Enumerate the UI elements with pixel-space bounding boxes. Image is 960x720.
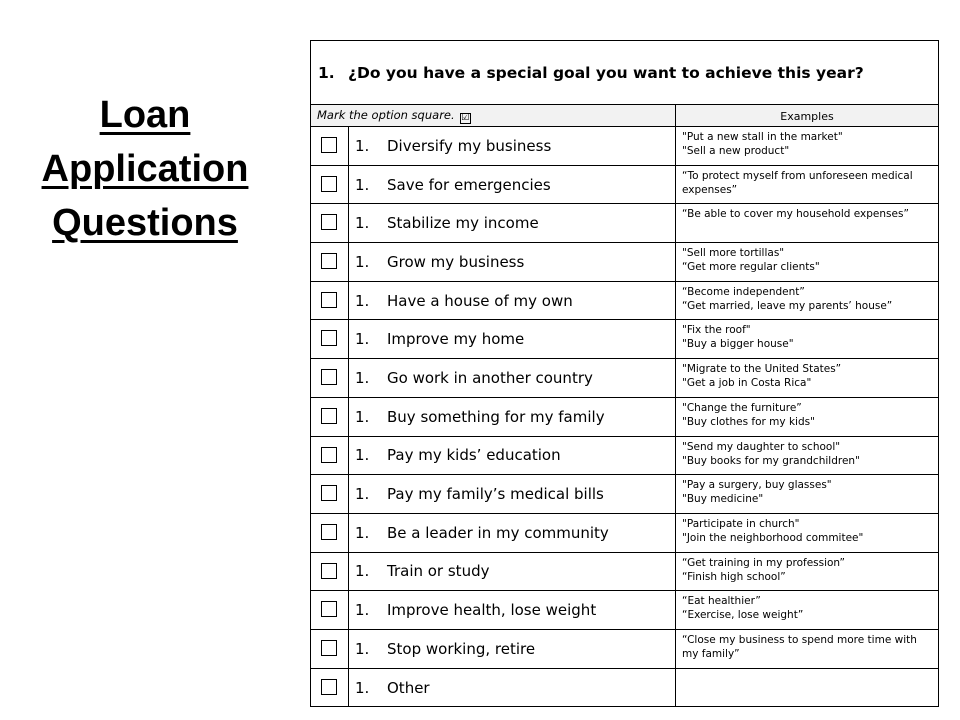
example-text: "Participate in church" xyxy=(682,517,800,530)
examples-cell xyxy=(675,359,938,397)
example-text: “Become independent” xyxy=(682,285,805,298)
checkbox-cell xyxy=(311,320,349,358)
option-label: Be a leader in my community xyxy=(387,523,609,542)
option-checkbox[interactable] xyxy=(321,330,337,346)
option-label: Diversify my business xyxy=(387,136,552,155)
example-text: "Buy books for my grandchildren" xyxy=(682,454,860,467)
option-row xyxy=(311,475,938,514)
option-label: Have a house of my own xyxy=(387,291,573,310)
option-number: 1. xyxy=(355,601,370,620)
example-text: "Pay a surgery, buy glasses" xyxy=(682,479,832,492)
option-label: Go work in another country xyxy=(387,368,593,387)
option-checkbox[interactable] xyxy=(321,485,337,501)
option-row xyxy=(311,514,938,553)
question-row xyxy=(311,41,938,105)
example-text: “Finish high school” xyxy=(682,570,786,583)
examples-cell xyxy=(675,591,938,629)
option-checkbox[interactable] xyxy=(321,640,337,656)
option-number: 1. xyxy=(355,678,370,697)
example-text: “Get married, leave my parents’ house” xyxy=(682,299,893,312)
example-text: "Fix the roof" xyxy=(682,324,751,337)
examples-cell xyxy=(675,127,938,165)
option-checkbox[interactable] xyxy=(321,601,337,617)
option-cell xyxy=(349,243,675,281)
option-number: 1. xyxy=(355,291,370,310)
option-row xyxy=(311,320,938,359)
example-text: “Close my business to spend more time with my family” xyxy=(682,633,917,660)
option-cell xyxy=(349,359,675,397)
example-text: “To protect myself from unforeseen medical expenses” xyxy=(682,169,913,196)
option-label: Other xyxy=(387,678,430,697)
option-number: 1. xyxy=(355,368,370,387)
option-label: Pay my kids’ education xyxy=(387,446,561,465)
option-row xyxy=(311,437,938,476)
option-row xyxy=(311,398,938,437)
examples-cell xyxy=(675,514,938,552)
examples-cell xyxy=(675,630,938,668)
examples-cell xyxy=(675,669,938,708)
option-row xyxy=(311,630,938,669)
example-text: “Get more regular clients" xyxy=(682,261,820,274)
page-title xyxy=(20,88,270,250)
checkbox-cell xyxy=(311,243,349,281)
checkbox-cell xyxy=(311,437,349,475)
examples-cell xyxy=(675,398,938,436)
examples-cell xyxy=(675,282,938,320)
option-checkbox[interactable] xyxy=(321,253,337,269)
examples-cell xyxy=(675,475,938,513)
option-checkbox[interactable] xyxy=(321,369,337,385)
page-title-line: Application xyxy=(41,148,249,190)
option-cell xyxy=(349,475,675,513)
checkbox-cell xyxy=(311,553,349,591)
checkbox-cell xyxy=(311,398,349,436)
option-checkbox[interactable] xyxy=(321,563,337,579)
checkbox-cell xyxy=(311,127,349,165)
page-title-line: Loan xyxy=(99,94,191,136)
option-number: 1. xyxy=(355,639,370,658)
option-label: Improve health, lose weight xyxy=(387,601,597,620)
option-cell xyxy=(349,398,675,436)
option-cell xyxy=(349,166,675,204)
option-checkbox[interactable] xyxy=(321,679,337,695)
option-checkbox[interactable] xyxy=(321,524,337,540)
option-cell xyxy=(349,127,675,165)
examples-cell xyxy=(675,166,938,204)
option-checkbox[interactable] xyxy=(321,137,337,153)
example-text: "Sell more tortillas" xyxy=(682,247,785,260)
option-label: Grow my business xyxy=(387,252,525,271)
example-text: "Migrate to the United States” xyxy=(682,363,842,376)
option-number: 1. xyxy=(355,485,370,504)
option-cell xyxy=(349,514,675,552)
option-row xyxy=(311,359,938,398)
option-number: 1. xyxy=(355,562,370,581)
option-number: 1. xyxy=(355,214,370,233)
option-cell xyxy=(349,204,675,242)
example-text: "Buy a bigger house" xyxy=(682,338,794,351)
option-cell xyxy=(349,630,675,668)
instruction-text: Mark the option square. xyxy=(317,108,455,122)
option-rows xyxy=(311,127,938,707)
example-text: "Change the furniture” xyxy=(682,401,802,414)
option-row xyxy=(311,166,938,205)
example-text: “Be able to cover my household expenses” xyxy=(682,208,909,221)
option-row xyxy=(311,591,938,630)
option-cell xyxy=(349,669,675,708)
option-row xyxy=(311,669,938,708)
option-label: Save for emergencies xyxy=(387,175,551,194)
checkbox-cell xyxy=(311,282,349,320)
checkbox-cell xyxy=(311,514,349,552)
question-text: ¿Do you have a special goal you want to achieve this year? xyxy=(348,63,864,82)
option-checkbox[interactable] xyxy=(321,292,337,308)
examples-cell xyxy=(675,204,938,242)
example-text: “Get training in my profession” xyxy=(682,556,845,569)
option-row xyxy=(311,282,938,321)
examples-cell xyxy=(675,553,938,591)
checkbox-cell xyxy=(311,591,349,629)
option-row xyxy=(311,204,938,243)
option-cell xyxy=(349,437,675,475)
option-label: Stabilize my income xyxy=(387,214,539,233)
example-text: "Send my daughter to school" xyxy=(682,440,841,453)
examples-header: Examples xyxy=(675,105,938,126)
option-cell xyxy=(349,282,675,320)
option-number: 1. xyxy=(355,175,370,194)
examples-cell xyxy=(675,320,938,358)
option-number: 1. xyxy=(355,330,370,349)
question-number: 1. xyxy=(318,63,335,82)
example-text: "Put a new stall in the market" xyxy=(682,131,843,143)
option-number: 1. xyxy=(355,252,370,271)
checkbox-cell xyxy=(311,359,349,397)
example-text: "Join the neighborhood commitee" xyxy=(682,531,864,544)
option-number: 1. xyxy=(355,523,370,542)
option-label: Pay my family’s medical bills xyxy=(387,485,604,504)
option-cell xyxy=(349,591,675,629)
example-text: "Get a job in Costa Rica" xyxy=(682,377,812,390)
questionnaire-table xyxy=(310,40,939,707)
example-text: "Buy clothes for my kids" xyxy=(682,415,815,428)
examples-cell xyxy=(675,243,938,281)
checkbox-cell xyxy=(311,630,349,668)
option-number: 1. xyxy=(355,446,370,465)
examples-cell xyxy=(675,437,938,475)
checked-box-icon: ☑ xyxy=(461,113,470,123)
example-text: “Eat healthier” xyxy=(682,595,761,608)
option-label: Buy something for my family xyxy=(387,407,605,426)
option-cell xyxy=(349,320,675,358)
instruction-cell xyxy=(311,105,675,126)
option-row xyxy=(311,243,938,282)
checkbox-cell xyxy=(311,669,349,708)
example-text: "Buy medicine" xyxy=(682,493,764,506)
checkbox-cell xyxy=(311,166,349,204)
example-text: "Sell a new product" xyxy=(682,145,790,157)
option-row xyxy=(311,127,938,166)
option-number: 1. xyxy=(355,136,370,155)
option-checkbox[interactable] xyxy=(321,447,337,463)
option-row xyxy=(311,553,938,592)
page-title-line: Questions xyxy=(52,202,238,244)
option-checkbox[interactable] xyxy=(321,214,337,230)
option-checkbox[interactable] xyxy=(321,176,337,192)
example-text: “Exercise, lose weight” xyxy=(682,609,804,622)
option-number: 1. xyxy=(355,407,370,426)
option-cell xyxy=(349,553,675,591)
checkbox-cell xyxy=(311,475,349,513)
option-label: Train or study xyxy=(387,562,490,581)
option-label: Improve my home xyxy=(387,330,525,349)
option-label: Stop working, retire xyxy=(387,639,536,658)
option-checkbox[interactable] xyxy=(321,408,337,424)
checkbox-cell xyxy=(311,204,349,242)
table-header xyxy=(311,105,938,127)
